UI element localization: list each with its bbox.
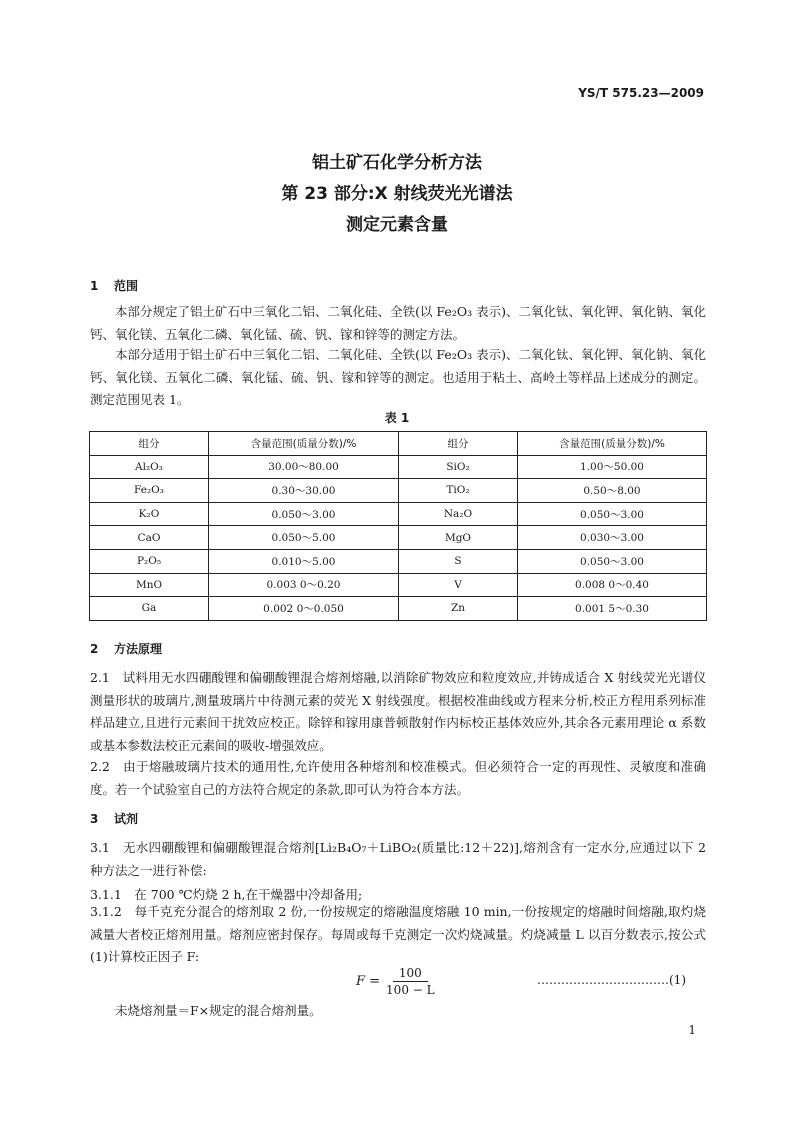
table-cell: Zn [399, 597, 518, 621]
section-title: 方法原理 [114, 642, 163, 656]
table-header-cell: 组分 [399, 432, 518, 456]
table-row [90, 455, 707, 479]
table-cell: 0.050～5.00 [209, 526, 399, 550]
table-cell: 1.00～50.00 [518, 455, 707, 479]
section-3-paragraph-3-1: 3.1 无水四硼酸锂和偏硼酸锂混合熔剂[Li₂B₄O₇＋LiBO₂(质量比:12＋22)],熔剂含有一定水分,应通过以下 2 种方法之一进行补偿: [90, 840, 706, 878]
section-1-paragraph-2: 本部分适用于铝土矿石中三氧化二铝、二氧化硅、全铁(以 Fe₂O₃ 表示)、二氧化钛、氧化钾、氧化钠、氧化钙、氧化镁、五氧化二磷、氧化锰、硫、钒、镓和锌等的测定。也适用于粘土、高岭土等样品上述成分的测定。测定范围见表 1。 [90, 347, 706, 407]
table-cell: Al₂O₃ [90, 455, 209, 479]
table-cell: MnO [90, 573, 209, 597]
formula-fraction [386, 966, 435, 997]
table-cell: Ga [90, 597, 209, 621]
table-cell: Na₂O [399, 502, 518, 526]
table-row [90, 479, 707, 503]
section-1-paragraph-1: 本部分规定了铝土矿石中三氧化二铝、二氧化硅、全铁(以 Fe₂O₃ 表示)、二氧化钛、氧化钾、氧化钠、氧化钙、氧化镁、五氧化二磷、氧化锰、硫、钒、镓和锌等的测定方法。 [90, 304, 706, 342]
table-header-cell: 含量范围(质量分数)/% [209, 432, 399, 456]
table-cell: 0.050～3.00 [209, 502, 399, 526]
table-cell: MgO [399, 526, 518, 550]
section-title: 范围 [114, 279, 139, 293]
table-header-cell: 组分 [90, 432, 209, 456]
table-cell: 0.030～3.00 [518, 526, 707, 550]
section-2-paragraph-2: 2.2 由于熔融玻璃片技术的通用性,允许使用各种熔剂和校准模式。但必须符合一定的再现性、灵敏度和准确度。若一个试验室自己的方法符合规定的条款,即可认为符合本方法。 [90, 759, 706, 797]
table-header-row [90, 432, 707, 456]
table-row [90, 573, 707, 597]
table-cell: TiO₂ [399, 479, 518, 503]
table-cell: 0.050～3.00 [518, 502, 707, 526]
table-cell: 0.001 5～0.30 [518, 597, 707, 621]
table-cell: 0.002 0～0.050 [209, 597, 399, 621]
table-cell: 0.010～5.00 [209, 549, 399, 573]
formula-numerator: 100 [393, 966, 428, 982]
table-cell: P₂O₅ [90, 549, 209, 573]
table-cell: K₂O [90, 502, 209, 526]
table-header-cell: 含量范围(质量分数)/% [518, 432, 707, 456]
section-3-heading [90, 810, 138, 827]
table-caption: 表 1 [384, 411, 410, 425]
title-line-3: 测定元素含量 [346, 215, 448, 235]
table-cell: 0.050～3.00 [518, 549, 707, 573]
equation-number: ……………………………(1) [537, 973, 686, 987]
title-line-1: 铝土矿石化学分析方法 [312, 153, 482, 173]
table-row [90, 502, 707, 526]
formula-denominator: 100 − L [386, 983, 435, 997]
table-cell: Fe₂O₃ [90, 479, 209, 503]
section-1-heading [90, 277, 138, 294]
table-cell: 0.003 0～0.20 [209, 573, 399, 597]
title-line-2: 第 23 部分:X 射线荧光光谱法 [281, 184, 513, 204]
table-cell: CaO [90, 526, 209, 550]
section-title: 试剂 [114, 812, 139, 826]
section-2-paragraph-1: 2.1 试料用无水四硼酸锂和偏硼酸锂混合熔剂熔融,以消除矿物效应和粒度效应,并铸成适合 X 射线荧光光谱仪测量形状的玻璃片,测量玻璃片中待测元素的荧光 X 射线强度。根据校准曲线或方程来分析,校正方程用系列标准样品建立,且进行元素间干扰效应校正。除锌和镓用康普顿散射作内标校正基体效应外,其余各元素用理论 α 系数或基本参数法校正元素间的吸收-增强效应。 [90, 670, 706, 753]
section-number: 3 [90, 812, 99, 826]
section-3-paragraph-3-1-1: 3.1.1 在 700 ℃灼烧 2 h,在干燥器中冷却备用; [90, 887, 363, 902]
measurement-range-table [89, 431, 707, 621]
page-number: 1 [688, 1023, 696, 1037]
table-cell: 0.50～8.00 [518, 479, 707, 503]
section-number: 2 [90, 642, 99, 656]
table-cell: 0.008 0～0.40 [518, 573, 707, 597]
section-3-paragraph-3-1-2: 3.1.2 每千克充分混合的熔剂取 2 份,一份按规定的熔融温度熔融 10 min,一份按规定的熔融时间熔融,取灼烧减量大者校正熔剂用量。熔剂应密封保存。每周或每千克测定一次灼烧减量。灼烧减量 L 以百分数表示,按公式(1)计算校正因子 F: [90, 904, 706, 964]
table-cell: S [399, 549, 518, 573]
section-3-paragraph-4: 未烧熔剂量＝F×规定的混合熔剂量。 [115, 1003, 322, 1018]
section-number: 1 [90, 279, 99, 293]
table-row [90, 549, 707, 573]
table-cell: 30.00～80.00 [209, 455, 399, 479]
correction-factor-formula [356, 966, 435, 997]
table-row [90, 526, 707, 550]
table-cell: SiO₂ [399, 455, 518, 479]
section-2-heading [90, 640, 162, 657]
table-row [90, 597, 707, 621]
table-cell: 0.30～30.00 [209, 479, 399, 503]
formula-lhs: F = [356, 974, 381, 989]
document-number: YS/T 575.23—2009 [578, 86, 704, 100]
table-cell: V [399, 573, 518, 597]
